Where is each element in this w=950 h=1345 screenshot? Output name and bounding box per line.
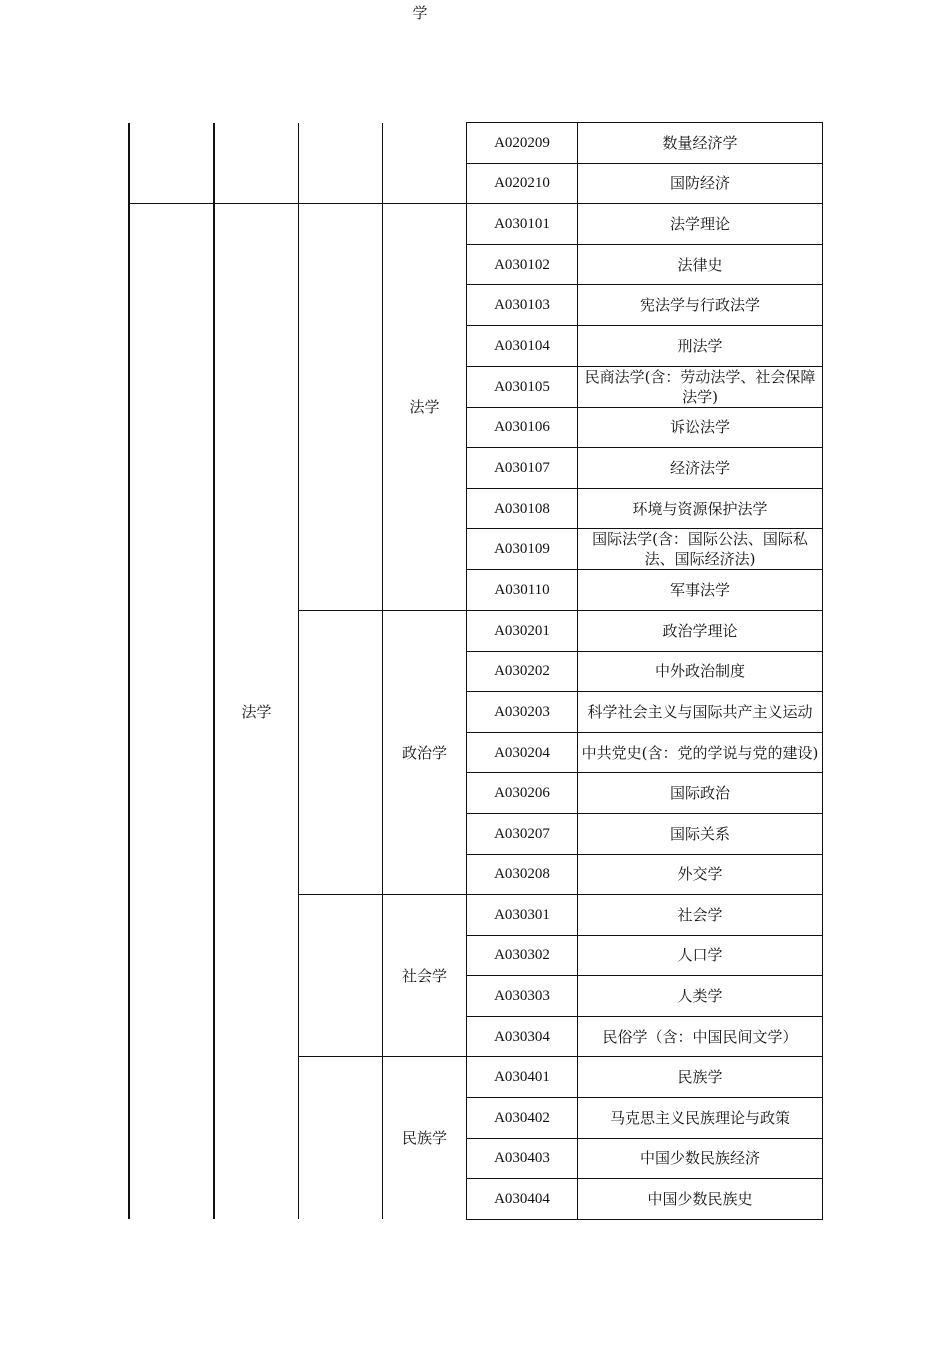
- name-cell: 中国少数民族史: [578, 1179, 823, 1220]
- code-cell: A030303: [467, 976, 578, 1017]
- code-cell: A030108: [467, 488, 578, 529]
- name-cell: 刑法学: [578, 325, 823, 366]
- group-name-cell: 民族学: [383, 1057, 467, 1219]
- name-cell: 政治学理论: [578, 610, 823, 651]
- group-blank-cell: [299, 895, 383, 1057]
- group-name-cell: 法学: [383, 204, 467, 611]
- category-cell-empty: [129, 123, 214, 204]
- group-name-cell: 政治学: [383, 610, 467, 894]
- discipline-catalog-table: [128, 122, 823, 1220]
- group-blank-cell: [299, 1057, 383, 1219]
- name-cell: 中外政治制度: [578, 651, 823, 692]
- subgroup-cell-empty: [383, 123, 467, 204]
- name-cell: 国际政治: [578, 773, 823, 814]
- code-cell: A030109: [467, 529, 578, 570]
- code-cell: A030404: [467, 1179, 578, 1220]
- name-cell: 法律史: [578, 244, 823, 285]
- code-cell: A030204: [467, 732, 578, 773]
- code-cell: A030403: [467, 1138, 578, 1179]
- name-cell: 宪法学与行政法学: [578, 285, 823, 326]
- page-header-text: 学: [412, 4, 428, 22]
- name-cell: 社会学: [578, 895, 823, 936]
- name-cell: 国际法学(含：国际公法、国际私法、国际经济法): [578, 529, 823, 570]
- name-cell: 科学社会主义与国际共产主义运动: [578, 692, 823, 733]
- discipline-cell: 法学: [214, 204, 299, 1220]
- code-cell: A030102: [467, 244, 578, 285]
- discipline-cell-empty: [214, 123, 299, 204]
- group-blank-cell: [299, 610, 383, 894]
- name-cell: 经济法学: [578, 448, 823, 489]
- name-cell: 数量经济学: [578, 123, 823, 164]
- name-cell: 中共党史(含：党的学说与党的建设): [578, 732, 823, 773]
- code-cell: A030206: [467, 773, 578, 814]
- name-cell: 军事法学: [578, 570, 823, 611]
- code-cell: A030103: [467, 285, 578, 326]
- code-cell: A030203: [467, 692, 578, 733]
- name-cell: 民俗学（含：中国民间文学）: [578, 1016, 823, 1057]
- name-cell: 民商法学(含：劳动法学、社会保障法学): [578, 366, 823, 407]
- name-cell: 中国少数民族经济: [578, 1138, 823, 1179]
- code-cell: A030402: [467, 1098, 578, 1139]
- table-row: [129, 204, 823, 245]
- code-cell: A030301: [467, 895, 578, 936]
- name-cell: 外交学: [578, 854, 823, 895]
- code-cell: A030302: [467, 935, 578, 976]
- code-cell: A030207: [467, 813, 578, 854]
- group-cell-empty: [299, 123, 383, 204]
- name-cell: 国际关系: [578, 813, 823, 854]
- code-cell: A030104: [467, 325, 578, 366]
- group-name-cell: 社会学: [383, 895, 467, 1057]
- code-cell: A030208: [467, 854, 578, 895]
- code-cell: A030401: [467, 1057, 578, 1098]
- code-cell: A030105: [467, 366, 578, 407]
- code-cell: A030106: [467, 407, 578, 448]
- code-cell: A030201: [467, 610, 578, 651]
- code-cell: A030202: [467, 651, 578, 692]
- code-cell: A030107: [467, 448, 578, 489]
- code-cell: A030110: [467, 570, 578, 611]
- name-cell: 诉讼法学: [578, 407, 823, 448]
- name-cell: 马克思主义民族理论与政策: [578, 1098, 823, 1139]
- table-row: [129, 123, 823, 164]
- name-cell: 法学理论: [578, 204, 823, 245]
- name-cell: 国防经济: [578, 163, 823, 204]
- code-cell: A020209: [467, 123, 578, 164]
- name-cell: 民族学: [578, 1057, 823, 1098]
- name-cell: 人口学: [578, 935, 823, 976]
- code-cell: A030304: [467, 1016, 578, 1057]
- category-cell: [129, 204, 214, 1220]
- code-cell: A030101: [467, 204, 578, 245]
- group-blank-cell: [299, 204, 383, 611]
- name-cell: 环境与资源保护法学: [578, 488, 823, 529]
- code-cell: A020210: [467, 163, 578, 204]
- name-cell: 人类学: [578, 976, 823, 1017]
